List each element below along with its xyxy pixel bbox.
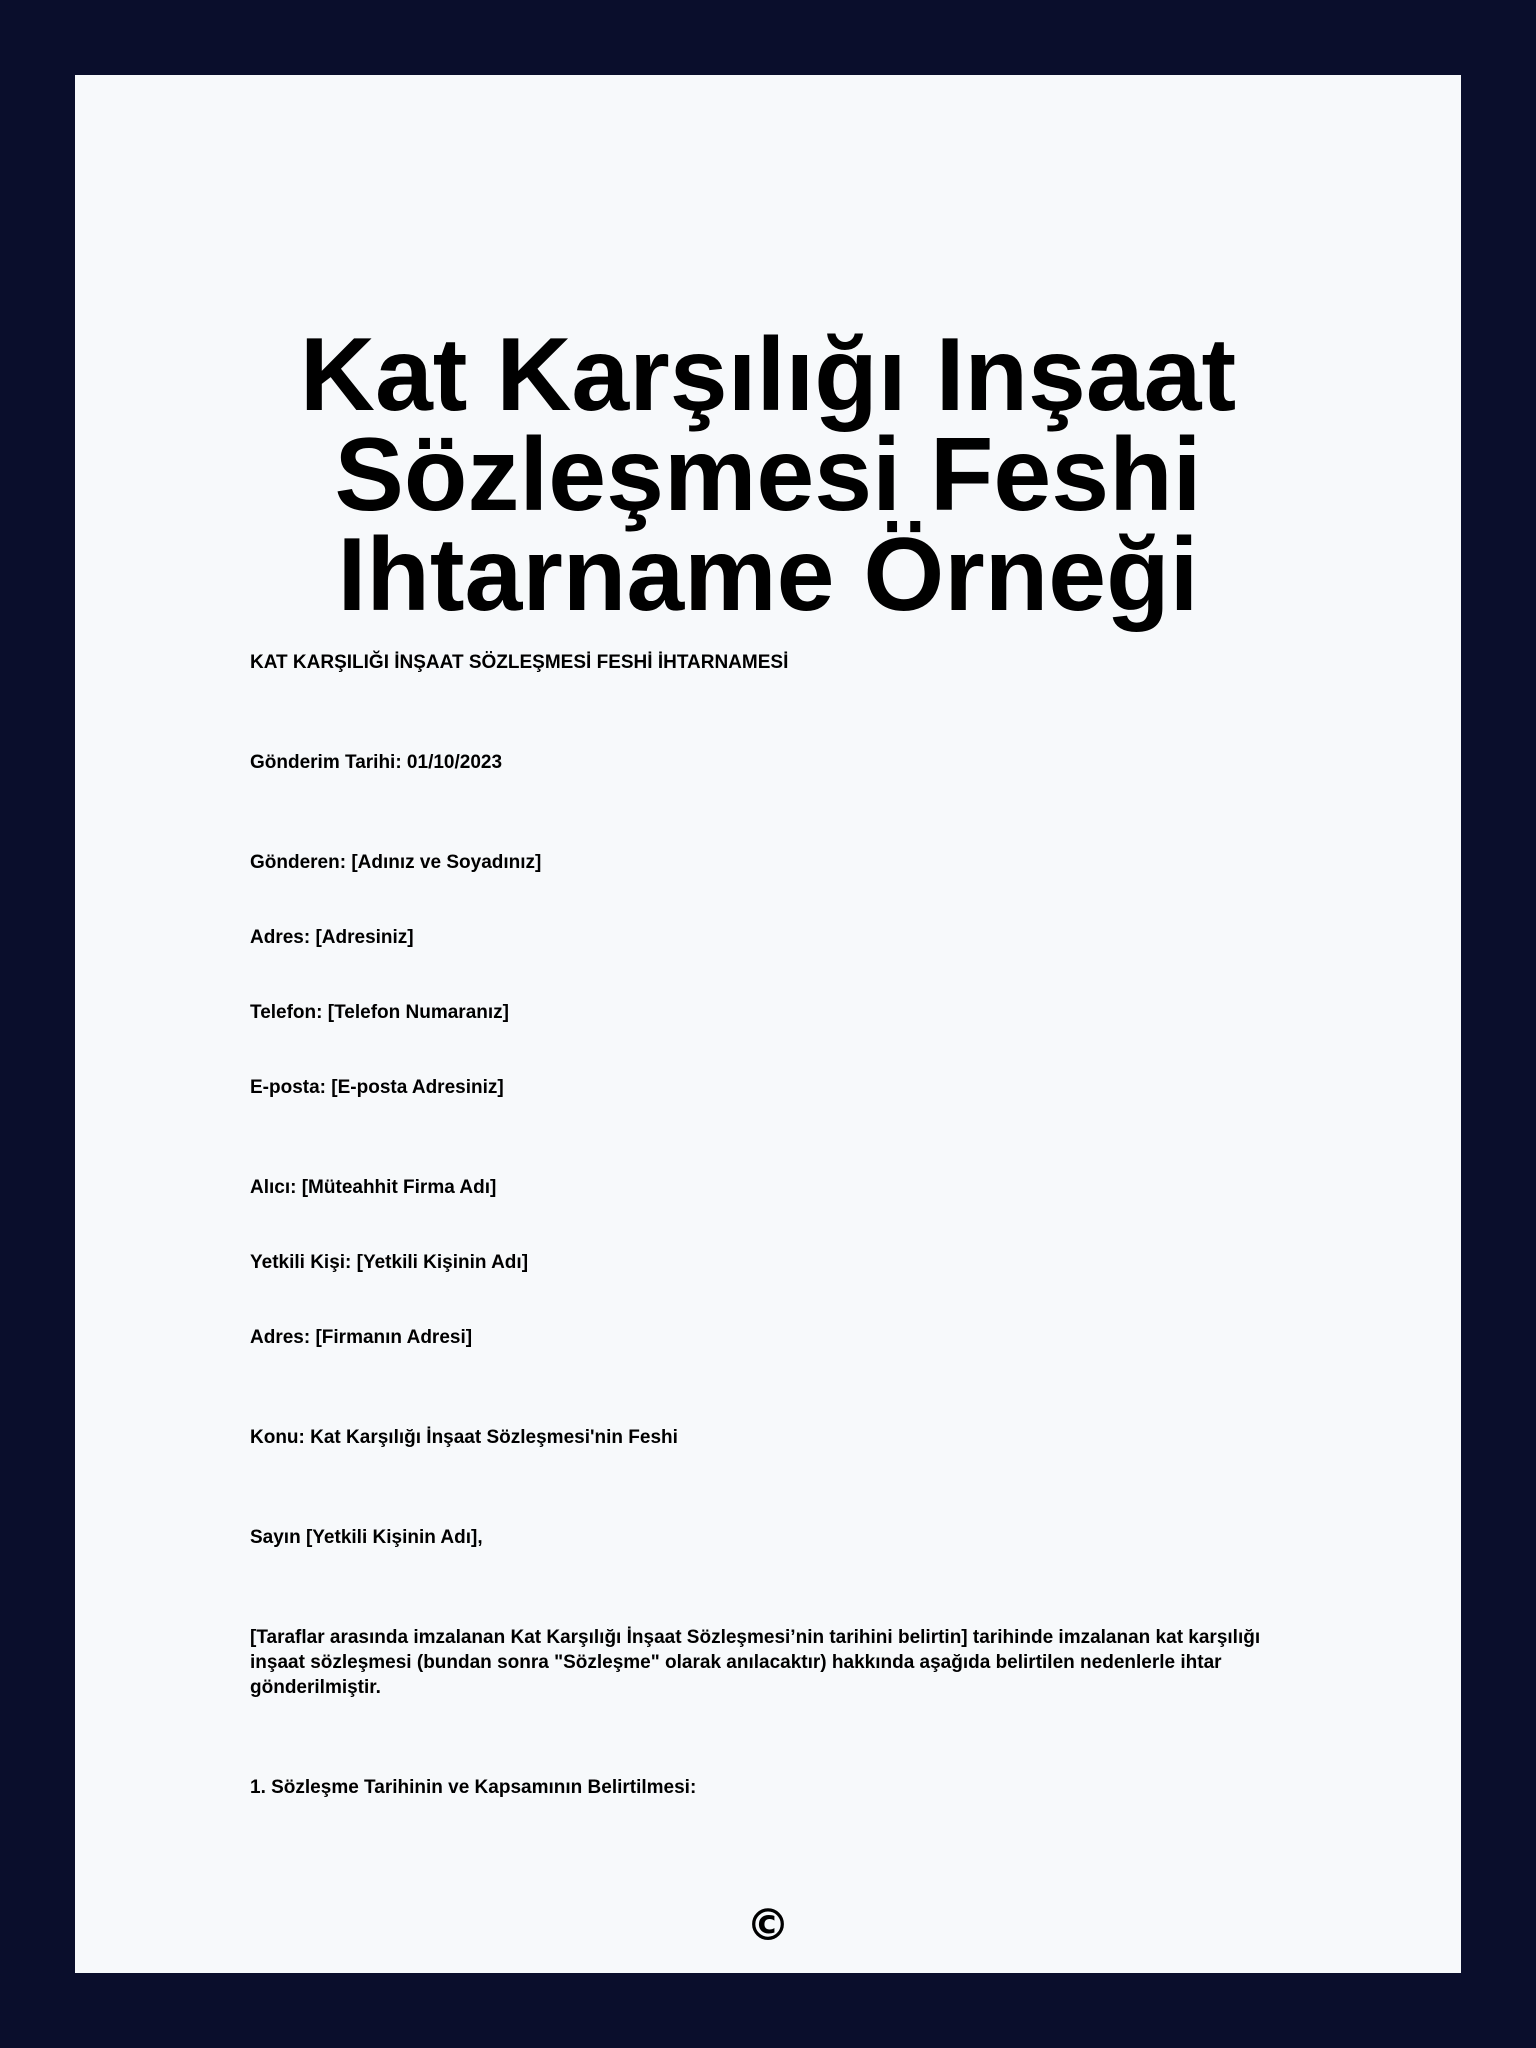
subject-line: Konu: Kat Karşılığı İnşaat Sözleşmesi'nin Feshi [250, 1427, 678, 1448]
recipient-address: Adres: [Firmanın Adresi] [250, 1327, 473, 1348]
sender-address: Adres: [Adresiniz] [250, 927, 414, 948]
sender-email: E-posta: [E-posta Adresiniz] [250, 1077, 504, 1098]
intro-paragraph: [Taraflar arasında imzalanan Kat Karşılığı İnşaat Sözleşmesi’nin tarihini belirtin] tarihinde imzalanan kat karşılığı inşaat sözleşmesi (bundan sonra "Sözleşme" olarak anılacaktır) hakkında aşağıda belirtilen nedenlerle ihtar gönderilmiştir. [250, 1627, 1261, 1698]
sender-phone: Telefon: [Telefon Numaranız] [250, 1002, 509, 1023]
sender-name: Gönderen: [Adınız ve Soyadınız] [250, 852, 542, 873]
send-date: Gönderim Tarihi: 01/10/2023 [250, 752, 503, 773]
recipient-name: Alıcı: [Müteahhit Firma Adı] [250, 1177, 497, 1198]
document-page [75, 75, 1461, 1973]
salutation: Sayın [Yetkili Kişinin Adı], [250, 1527, 483, 1548]
letter-heading: KAT KARŞILIĞI İNŞAAT SÖZLEŞMESİ FESHİ İHTARNAMESİ [250, 652, 789, 673]
section-heading-1: 1. Sözleşme Tarihinin ve Kapsamının Belirtilmesi: [250, 1777, 697, 1798]
document-title: Kat Karşılığı Inşaat Sözleşmesi Feshi Ihtarname Örneği [299, 317, 1237, 633]
copyright-icon: © [746, 1900, 790, 1951]
recipient-contact: Yetkili Kişi: [Yetkili Kişinin Adı] [250, 1252, 529, 1273]
